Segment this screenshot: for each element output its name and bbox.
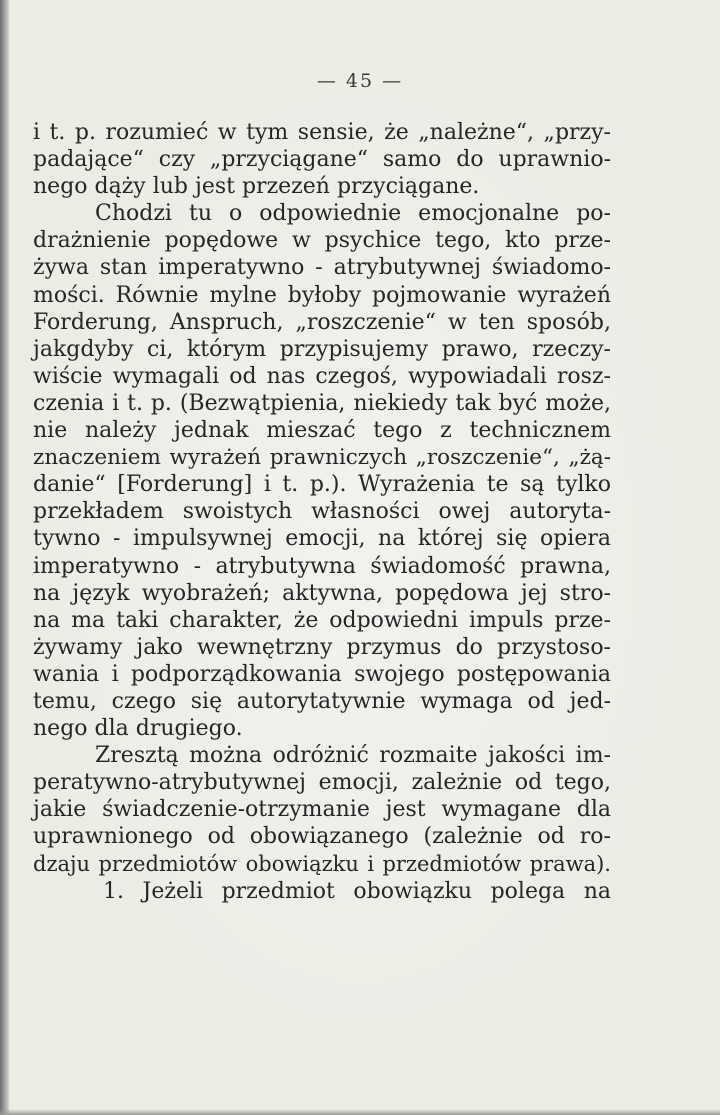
text-line: uprawnionego od obowiązanego (zależnie od ro- [33,824,611,850]
text-line: żywa stan imperatywno - atrybutywnej świadomo- [33,255,611,281]
page-left-edge-shadow [0,0,10,1115]
numbered-point-line: 1. Jeżeli przedmiot obowiązku polega na [103,878,611,904]
text-line: na ma taki charakter, że odpowiedni impuls prze- [33,607,611,633]
text-line: dzaju przedmiotów obowiązku i przedmiotów prawa). [33,851,611,876]
text-line: wania i podporządkowania swojego postępowania [33,661,611,687]
text-line: jakgdyby ci, którym przypisujemy prawo, rzeczy- [33,336,611,362]
text-line: nie należy jednak mieszać tego z technicznem [33,418,611,444]
text-line: peratywno-atrybutywnej emocji, zależnie od tego, [33,770,611,796]
text-line: drażnienie popędowe w psychice tego, kto prze- [33,228,611,254]
text-line: danie“ [Forderung] i t. p.). Wyrażenia te są tylko [33,472,611,498]
text-line: wiście wymagali od nas czegoś, wypowiadali rosz- [33,363,611,389]
text-line: padające“ czy „przyciągane“ samo do uprawnio- [33,147,611,173]
text-line: nego dla drugiego. [33,716,243,742]
text-line: przekładem swoistych własności owej autoryta- [33,499,611,525]
text-line: imperatywno - atrybutywna świadomość prawna, [33,553,611,579]
text-line: nego dąży lub jest przezeń przyciągane. [33,174,480,200]
text-line: temu, czego się autorytatywnie wymaga od jed- [33,688,611,714]
text-line: żywamy jako wewnętrzny przymus do przystoso- [33,634,611,660]
page-number: — 45 — [316,70,404,92]
body-text [33,119,611,905]
text-line: znaczeniem wyrażeń prawniczych „roszczenie“, „żą- [33,445,611,471]
paragraph-start-line: Zresztą można odróżnić rozmaite jakości im- [95,743,611,769]
text-line: i t. p. rozumieć w tym sensie, że „należne“, „przy- [33,120,611,145]
paragraph-start-line: Chodzi tu o odpowiednie emocjonalne po- [95,201,611,227]
text-line: na język wyobrażeń; aktywna, popędowa jej stro- [33,580,611,606]
text-line: jakie świadczenie-otrzymanie jest wymagane dla [33,797,611,823]
text-line: mości. Równie mylne byłoby pojmowanie wyrażeń [33,282,611,308]
page-bottom-edge-shadow [0,1109,720,1115]
text-line: czenia i t. p. (Bezwątpienia, niekiedy tak być może, [33,390,611,416]
text-line: tywno - impulsywnej emocji, na której się opiera [33,526,611,552]
text-line: Forderung, Anspruch, „roszczenie“ w ten sposób, [33,309,611,335]
